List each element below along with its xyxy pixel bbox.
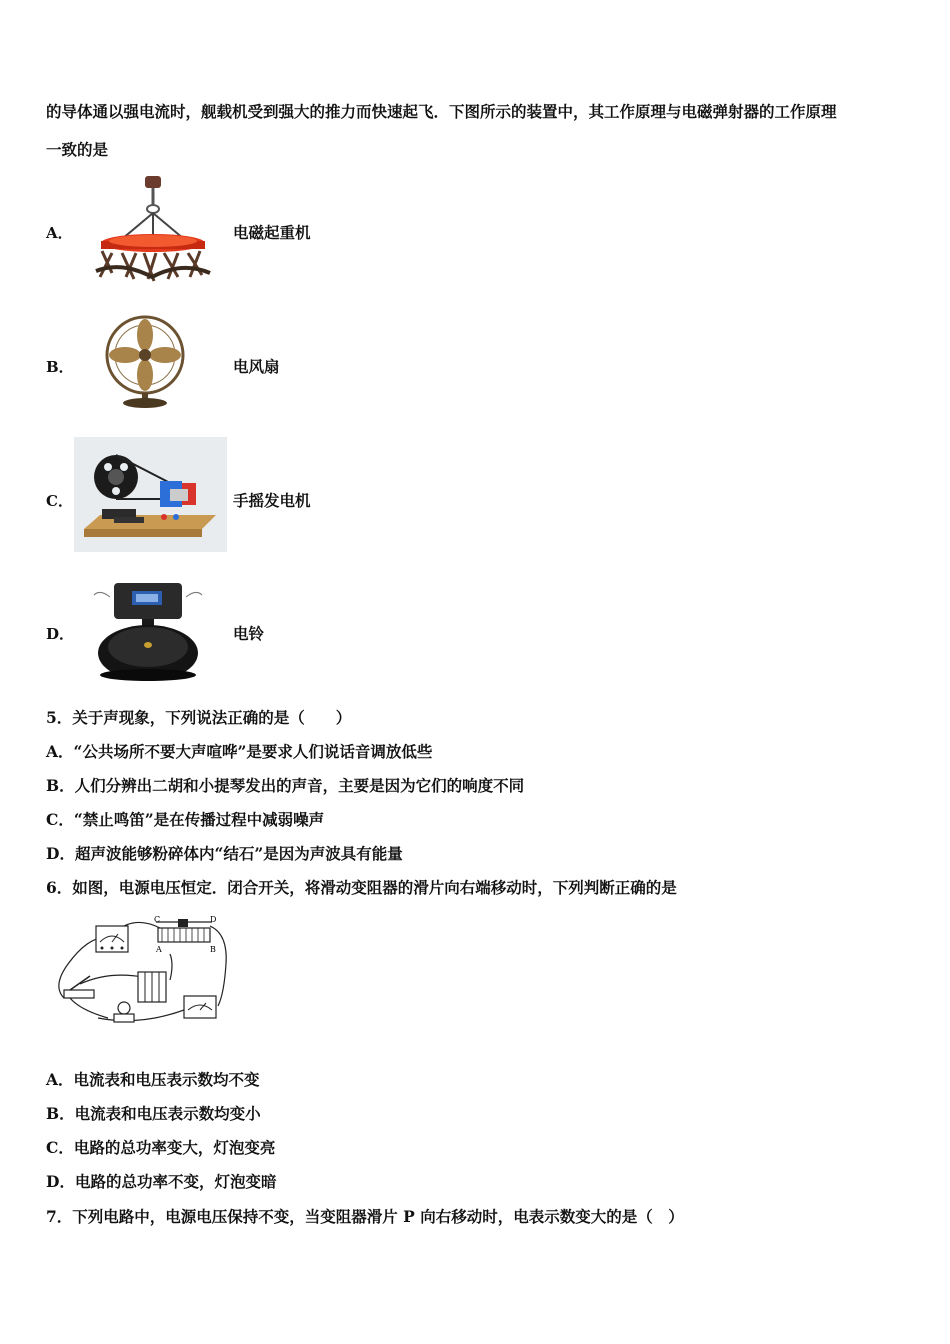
label-a: A — [156, 945, 162, 954]
option-c-label: 手摇发电机 — [233, 491, 311, 510]
switch-icon — [64, 990, 94, 998]
q6-option-d: D．电路的总功率不变，灯泡变暗 — [46, 1172, 277, 1191]
q5-option-b: B．人们分辨出二胡和小提琴发出的声音，主要是因为它们的响度不同 — [46, 776, 525, 795]
q6-option-a: A．电流表和电压表示数均不变 — [46, 1070, 260, 1089]
electric-bell-icon — [92, 575, 204, 685]
q7-stem: 7．下列电路中，电源电压保持不变，当变阻器滑片 P 向右移动时，电表示数变大的是（ ） — [46, 1207, 684, 1226]
q5-option-a: A．“公共场所不要大声喧哗”是要求人们说话音调放低些 — [46, 742, 433, 761]
hand-crank-generator-icon — [74, 437, 227, 552]
label-b: B — [210, 945, 216, 954]
option-a-letter: A． — [46, 224, 73, 242]
option-a-label: 电磁起重机 — [233, 223, 311, 242]
q6-option-b: B．电流表和电压表示数均变小 — [46, 1104, 261, 1123]
option-c-letter: C． — [46, 492, 73, 510]
q6-stem: 6．如图，电源电压恒定．闭合开关，将滑动变阻器的滑片向右端移动时，下列判断正确的是 — [46, 878, 677, 897]
ammeter-icon — [184, 996, 216, 1018]
electromagnetic-crane-icon — [92, 173, 216, 285]
intro-line-2: 一致的是 — [46, 140, 109, 159]
circuit-diagram — [50, 914, 232, 1028]
lamp-icon — [118, 1002, 130, 1014]
label-d: D — [210, 915, 217, 924]
option-b-letter: B． — [46, 358, 74, 376]
electric-fan-icon — [100, 315, 192, 409]
q5-option-c: C．“禁止鸣笛”是在传播过程中减弱噪声 — [46, 810, 325, 829]
q5-stem: 5．关于声现象，下列说法正确的是（ ） — [46, 708, 352, 727]
rheostat-icon — [158, 928, 210, 942]
option-d-label: 电铃 — [233, 624, 265, 643]
label-c: C — [154, 915, 161, 924]
intro-line-1: 的导体通以强电流时，舰载机受到强大的推力而快速起飞．下图所示的装置中，其工作原理与电磁弹射器的工作原理 — [46, 102, 837, 121]
q6-option-c: C．电路的总功率变大，灯泡变亮 — [46, 1138, 276, 1157]
q5-option-d: D．超声波能够粉碎体内“结石”是因为声波具有能量 — [46, 844, 403, 863]
option-d-letter: D． — [46, 625, 75, 643]
option-b-label: 电风扇 — [233, 357, 280, 376]
